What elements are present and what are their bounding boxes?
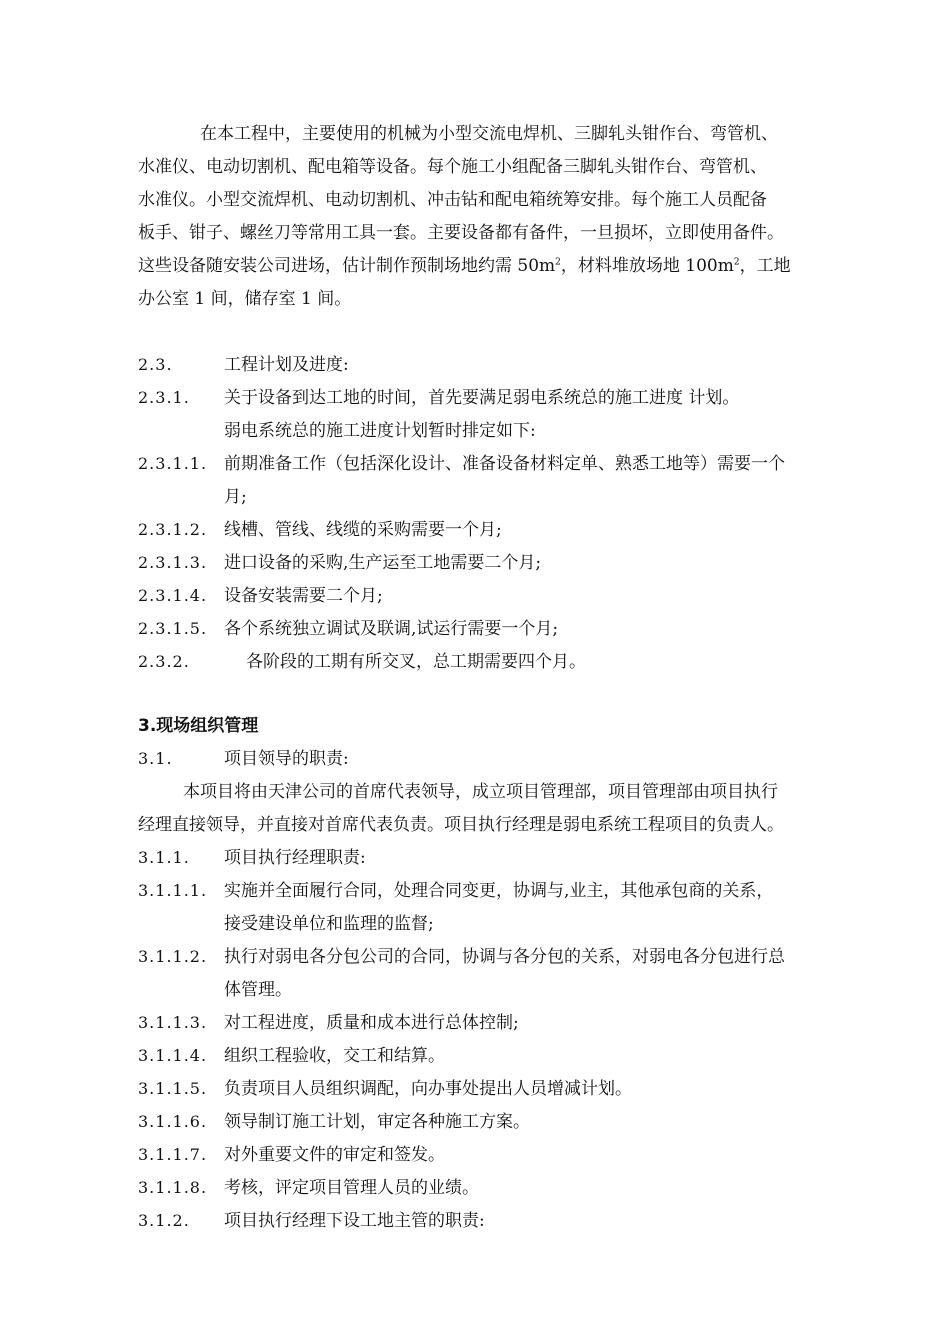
section-heading: 项目领导的职责: <box>224 749 349 769</box>
item-text: 执行对弱电各分包公司的合同，协调与各分包的关系，对弱电各分包进行总 <box>224 947 785 967</box>
intro-line-5c: ，工地 <box>739 256 791 276</box>
chapter-heading: 3.现场组织管理 <box>138 716 259 736</box>
section-heading: 工程计划及进度: <box>224 355 349 375</box>
intro-line-6: 办公室 1 间，储存室 1 间。 <box>138 289 352 309</box>
intro-line-5 <box>138 255 791 277</box>
section-number: 2.3.1. <box>138 388 190 407</box>
item-text: 设备安装需要二个月; <box>224 586 383 606</box>
section-number: 3.1. <box>138 749 173 768</box>
intro-line-1: 在本工程中，主要使用的机械为小型交流电焊机、三脚轧头钳作台、弯管机、 <box>200 124 778 144</box>
section-text: 各阶段的工期有所交叉，总工期需要四个月。 <box>246 652 586 672</box>
item-number: 3.1.1.2. <box>138 947 208 966</box>
item-text: 组织工程验收，交工和结算。 <box>224 1046 445 1066</box>
section-number: 2.3. <box>138 355 173 374</box>
item-text: 负责项目人员组织调配，向办事处提出人员增减计划。 <box>224 1079 632 1099</box>
item-number: 3.1.1.6. <box>138 1112 208 1131</box>
item-text: 线槽、管线、线缆的采购需要一个月; <box>224 520 502 540</box>
item-number: 3.1.1.8. <box>138 1178 208 1197</box>
item-text: 进口设备的采购,生产运至工地需要二个月; <box>224 553 542 573</box>
item-number: 3.1.1.3. <box>138 1013 208 1032</box>
section-heading: 项目执行经理下设工地主管的职责: <box>224 1211 485 1231</box>
item-text: 实施并全面履行合同，处理合同变更，协调与,业主，其他承包商的关系， <box>224 881 774 901</box>
intro-line-4: 板手、钳子、螺丝刀等常用工具一套。主要设备都有备件，一旦损坏，立即使用备件。 <box>138 223 784 243</box>
intro-line-5b: ，材料堆放场地 100m <box>560 256 734 276</box>
intro-line-2: 水准仪、电动切割机、配电箱等设备。每个施工小组配备三脚轧头钳作台、弯管机、 <box>138 157 767 177</box>
paragraph-line-2: 经理直接领导，并直接对首席代表负责。项目执行经理是弱电系统工程项目的负责人。 <box>138 815 784 835</box>
item-number: 2.3.1.2. <box>138 520 208 539</box>
item-text-continued: 月; <box>224 487 247 507</box>
section-text-continued: 弱电系统总的施工进度计划暂时排定如下: <box>224 421 536 441</box>
item-number: 2.3.1.5. <box>138 619 208 638</box>
item-number: 2.3.1.3. <box>138 553 208 572</box>
item-text: 考核，评定项目管理人员的业绩。 <box>224 1178 479 1198</box>
item-text-continued: 接受建设单位和监理的监督; <box>224 914 434 934</box>
intro-line-5a: 这些设备随安装公司进场，估计制作预制场地约需 50m <box>138 256 556 276</box>
item-number: 2.3.1.4. <box>138 586 208 605</box>
intro-line-3: 水准仪。小型交流焊机、电动切割机、冲击钻和配电箱统筹安排。每个施工人员配备 <box>138 190 767 210</box>
superscript-2: 2 <box>555 257 561 268</box>
section-number: 3.1.2. <box>138 1211 190 1230</box>
item-number: 2.3.1.1. <box>138 454 208 473</box>
item-number: 3.1.1.5. <box>138 1079 208 1098</box>
section-number: 2.3.2. <box>138 652 190 671</box>
item-text: 前期准备工作（包括深化设计、准备设备材料定单、熟悉工地等）需要一个 <box>224 454 785 474</box>
item-number: 3.1.1.7. <box>138 1145 208 1164</box>
section-number: 3.1.1. <box>138 848 190 867</box>
item-text-continued: 体管理。 <box>224 980 292 1000</box>
item-number: 3.1.1.1. <box>138 881 208 900</box>
item-text: 领导制订施工计划，审定各种施工方案。 <box>224 1112 530 1132</box>
paragraph-line-1: 本项目将由天津公司的首席代表领导，成立项目管理部，项目管理部由项目执行 <box>183 782 778 802</box>
item-text: 对外重要文件的审定和签发。 <box>224 1145 445 1165</box>
section-heading: 项目执行经理职责: <box>224 848 366 868</box>
superscript-2: 2 <box>733 257 740 268</box>
item-text: 各个系统独立调试及联调,试运行需要一个月; <box>224 619 559 639</box>
item-text: 对工程进度，质量和成本进行总体控制; <box>224 1013 519 1033</box>
section-text: 关于设备到达工地的时间，首先要满足弱电系统总的施工进度 计划。 <box>224 388 740 408</box>
item-number: 3.1.1.4. <box>138 1046 208 1065</box>
